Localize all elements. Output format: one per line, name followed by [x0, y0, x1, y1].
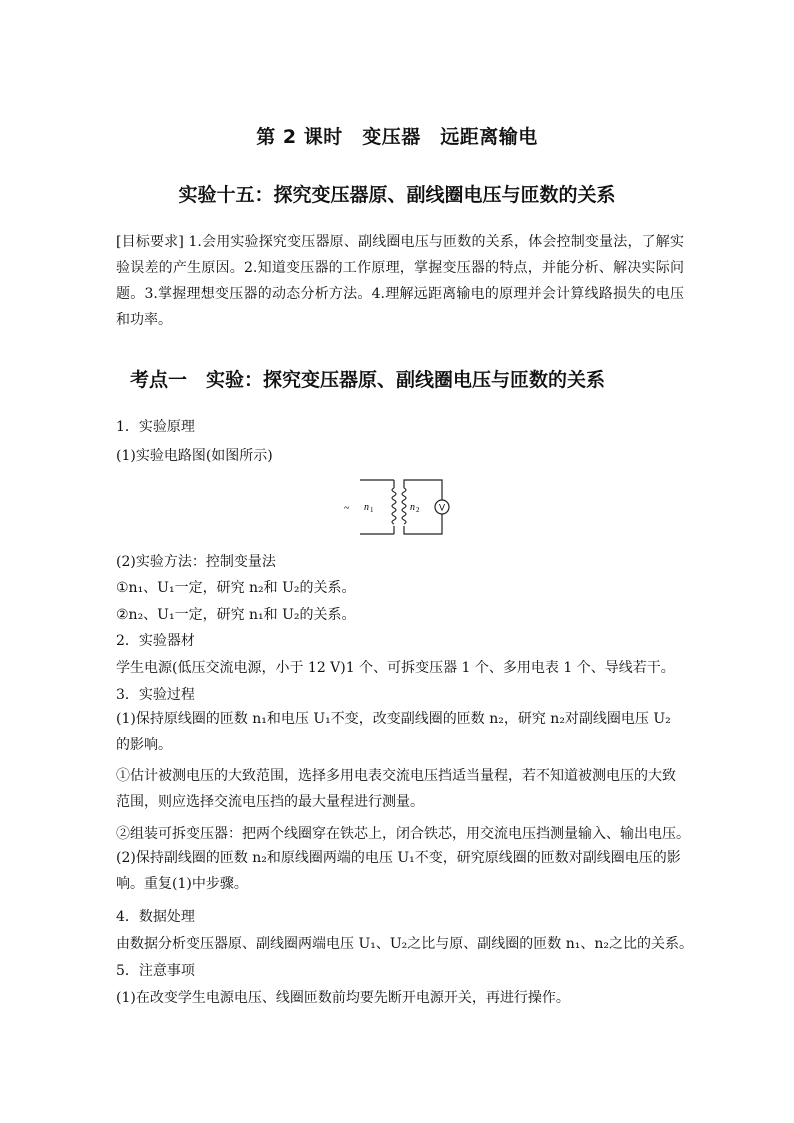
procedure-step-2: (2)保持副线圈的匝数 n₂和原线圈两端的电压 U₁不变，研究原线圈的匝数对副线圈电压的影响。重复(1)中步骤。 [116, 850, 681, 892]
primary-coil [392, 488, 396, 524]
notes-item-1: (1)在改变学生电源电压、线圈匝数前均要先断开电源开关，再进行操作。 [116, 990, 570, 1006]
n2-label: n [410, 502, 415, 513]
n1-subscript: 1 [370, 506, 374, 514]
heading-equipment: 2．实验器材 [116, 633, 195, 649]
procedure-step-1: (1)保持原线圈的匝数 n₁和电压 U₁不变，改变副线圈的匝数 n₂，研究 n₂对副线圈电压 U₂的影响。 [116, 711, 671, 753]
secondary-coil [402, 488, 406, 524]
equipment-text: 学生电源(低压交流电源，小于 12 V)1 个、可拆变压器 1 个、多用电表 1 个、导线若干。 [116, 660, 675, 676]
circuit-caption: (1)实验电路图(如图所示) [116, 448, 273, 464]
heading-principle: 1．实验原理 [116, 419, 195, 435]
heading-notes: 5．注意事项 [116, 963, 195, 979]
procedure-step-1a: ①估计被测电压的大致范围，选择多用电表交流电压挡适当量程，若不知道被测电压的大致范围，则应选择交流电压挡的最大量程进行测量。 [116, 768, 676, 810]
procedure-step-1b: ②组装可拆变压器：把两个线圈穿在铁芯上，闭合铁芯，用交流电压挡测量输入、输出电压。 [116, 826, 690, 842]
goal-text: 1.会用实验探究变压器原、副线圈电压与匝数的关系，体会控制变量法，了解实验误差的产生原因。2.知道变压器的工作原理，掌握变压器的特点，并能分析、解决实际问题。3.掌握理想变压器的动态分析方法。4.理解远距离输电的原理并会计算线路损失的电压和功率。 [116, 234, 684, 328]
circuit-diagram [330, 474, 460, 538]
n2-subscript: 2 [416, 506, 420, 514]
ac-source-symbol: ~ [344, 503, 350, 514]
heading-procedure: 3．实验过程 [116, 687, 195, 703]
secondary-bottom-wire [404, 514, 442, 534]
method-line: (2)实验方法：控制变量法 [116, 554, 276, 570]
page-title: 第 2 课时 变压器 远距离输电 [256, 126, 538, 148]
page-subtitle: 实验十五：探究变压器原、副线圈电压与匝数的关系 [178, 184, 616, 206]
goal-label: [目标要求] [116, 234, 184, 250]
voltmeter-label: V [438, 502, 446, 513]
goal-paragraph [116, 229, 684, 333]
n1-label: n [364, 502, 369, 513]
section-heading: 考点一 实验：探究变压器原、副线圈电压与匝数的关系 [130, 369, 606, 391]
method-item-2: ②n₂、U₁一定，研究 n₁和 U₂的关系。 [116, 607, 356, 623]
data-text: 由数据分析变压器原、副线圈两端电压 U₁、U₂之比与原、副线圈的匝数 n₁、n₂之比的关系。 [116, 936, 693, 952]
heading-data: 4．数据处理 [116, 909, 195, 925]
secondary-top-wire [404, 480, 442, 500]
method-item-1: ①n₁、U₁一定，研究 n₂和 U₂的关系。 [116, 580, 356, 596]
